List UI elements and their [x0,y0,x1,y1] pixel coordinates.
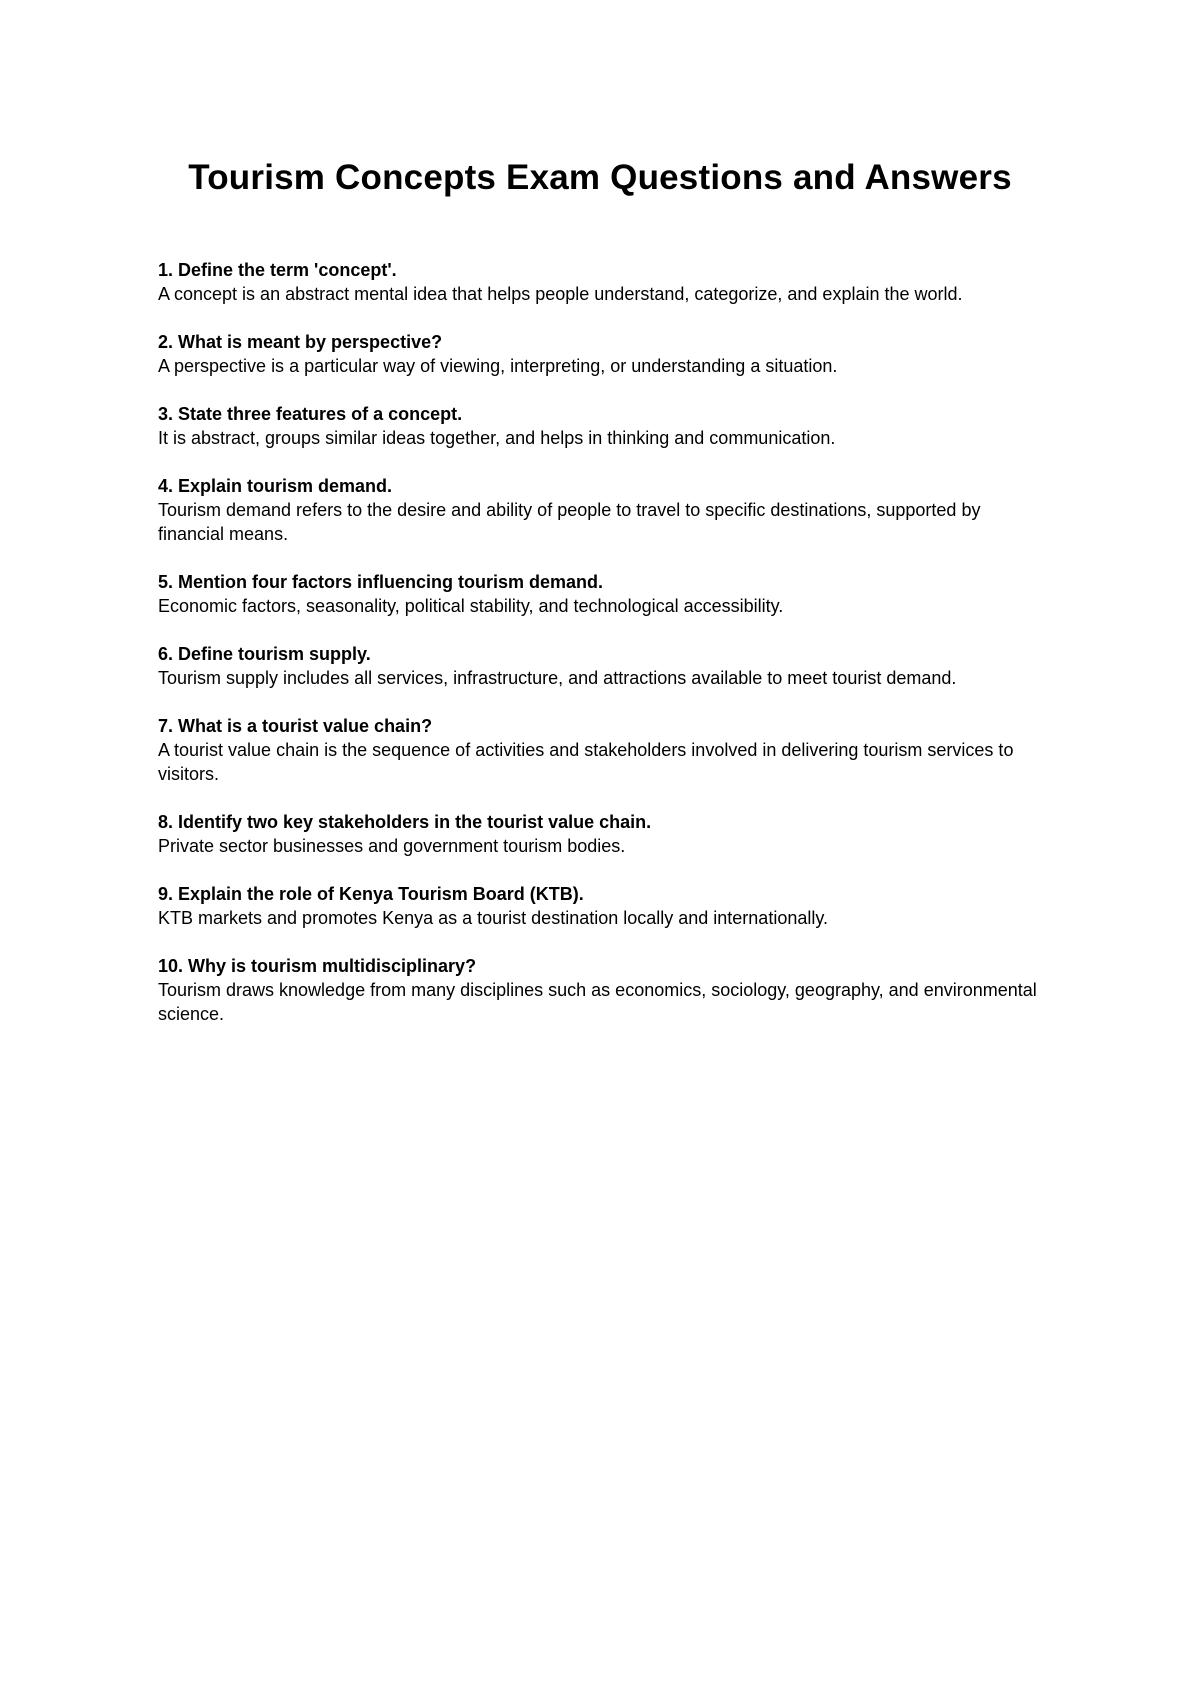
question-text: 8. Identify two key stakeholders in the tourist value chain. [158,812,652,832]
answer-text: Tourism demand refers to the desire and ability of people to travel to specific destinations, supported by financial means. [158,500,981,544]
answer-text: A concept is an abstract mental idea that helps people understand, categorize, and explain the world. [158,284,963,304]
answer-text: Tourism draws knowledge from many disciplines such as economics, sociology, geography, and environmental science. [158,980,1037,1024]
qa-item-2 [158,330,1048,378]
question-text: 3. State three features of a concept. [158,404,463,424]
question-text: 10. Why is tourism multidisciplinary? [158,956,477,976]
question-text: 2. What is meant by perspective? [158,332,443,352]
question-text: 6. Define tourism supply. [158,644,371,664]
qa-item-6 [158,642,1048,690]
qa-item-5 [158,570,1048,618]
qa-list [158,258,1048,1050]
question-text: 1. Define the term 'concept'. [158,260,397,280]
qa-item-8 [158,810,1048,858]
qa-item-3 [158,402,1048,450]
answer-text: It is abstract, groups similar ideas together, and helps in thinking and communication. [158,428,836,448]
question-text: 7. What is a tourist value chain? [158,716,433,736]
qa-item-10 [158,954,1048,1026]
qa-item-4 [158,474,1048,546]
qa-item-1 [158,258,1048,306]
question-text: 5. Mention four factors influencing tourism demand. [158,572,604,592]
answer-text: A tourist value chain is the sequence of activities and stakeholders involved in delivering tourism services to visitors. [158,740,1014,784]
page-title: Tourism Concepts Exam Questions and Answers [188,158,1012,197]
answer-text: Tourism supply includes all services, infrastructure, and attractions available to meet tourist demand. [158,668,957,688]
answer-text: Economic factors, seasonality, political stability, and technological accessibility. [158,596,784,616]
answer-text: A perspective is a particular way of viewing, interpreting, or understanding a situation. [158,356,838,376]
answer-text: KTB markets and promotes Kenya as a tourist destination locally and internationally. [158,908,829,928]
question-text: 9. Explain the role of Kenya Tourism Board (KTB). [158,884,584,904]
question-text: 4. Explain tourism demand. [158,476,393,496]
answer-text: Private sector businesses and government tourism bodies. [158,836,626,856]
qa-item-7 [158,714,1048,786]
qa-item-9 [158,882,1048,930]
